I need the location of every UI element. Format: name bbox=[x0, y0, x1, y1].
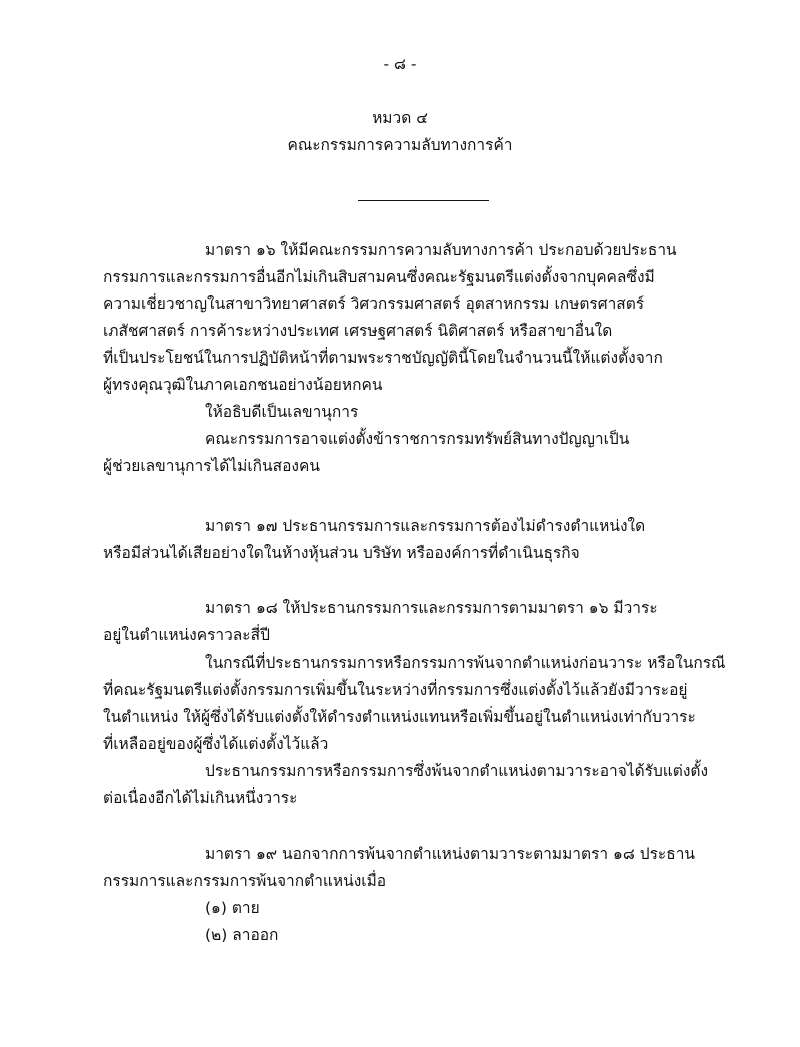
section-18-line-2: อยู่ในตำแหน่งคราวละสี่ปี bbox=[103, 626, 270, 644]
section-18-line-1: มาตรา ๑๘ ให้ประธานกรรมการและกรรมการตามมาตรา ๑๖ มีวาระ bbox=[205, 599, 658, 617]
section-16-line-6: ผู้ทรงคุณวุฒิในภาคเอกชนอย่างน้อยหกคน bbox=[103, 376, 383, 394]
section-19-item-1: (๑) ตาย bbox=[205, 899, 260, 917]
section-16-line-2: กรรมการและกรรมการอื่นอีกไม่เกินสิบสามคนซึ่งคณะรัฐมนตรีแต่งตั้งจากบุคคลซึ่งมี bbox=[103, 268, 655, 286]
section-16-line-7: ให้อธิบดีเป็นเลขานุการ bbox=[205, 403, 359, 421]
section-16-line-8: คณะกรรมการอาจแต่งตั้งข้าราชการกรมทรัพย์สินทางปัญญาเป็น bbox=[205, 430, 630, 448]
section-17-line-2: หรือมีส่วนได้เสียอย่างใดในห้างหุ้นส่วน บริษัท หรือองค์การที่ดำเนินธุรกิจ bbox=[103, 544, 580, 562]
chapter-title: คณะกรรมการความลับทางการค้า bbox=[287, 136, 513, 154]
page-number: - ๘ - bbox=[383, 55, 417, 73]
section-18-line-4: ที่คณะรัฐมนตรีแต่งตั้งกรรมการเพิ่มขึ้นในระหว่างที่กรรมการซึ่งแต่งตั้งไว้แล้วยังมีวาระอยู่ bbox=[103, 681, 688, 699]
section-16-line-9: ผู้ช่วยเลขานุการได้ไม่เกินสองคน bbox=[103, 457, 320, 475]
section-18-line-5: ในตำแหน่ง ให้ผู้ซึ่งได้รับแต่งตั้งให้ดำรงตำแหน่งแทนหรือเพิ่มขึ้นอยู่ในตำแหน่งเท่ากับวาระ bbox=[103, 708, 696, 726]
section-18-line-3: ในกรณีที่ประธานกรรมการหรือกรรมการพ้นจากตำแหน่งก่อนวาระ หรือในกรณี bbox=[205, 654, 726, 672]
section-16-line-1: มาตรา ๑๖ ให้มีคณะกรรมการความลับทางการค้า ประกอบด้วยประธาน bbox=[205, 241, 677, 259]
section-19-line-1: มาตรา ๑๙ นอกจากการพ้นจากตำแหน่งตามวาระตามมาตรา ๑๘ ประธาน bbox=[205, 845, 696, 863]
section-16-line-3: ความเชี่ยวชาญในสาขาวิทยาศาสตร์ วิศวกรรมศาสตร์ อุตสาหกรรม เกษตรศาสตร์ bbox=[103, 295, 645, 313]
section-19-line-2: กรรมการและกรรมการพ้นจากตำแหน่งเมื่อ bbox=[103, 872, 387, 890]
section-16-line-4: เภสัชศาสตร์ การค้าระหว่างประเทศ เศรษฐศาสตร์ นิติศาสตร์ หรือสาขาอื่นใด bbox=[103, 322, 613, 340]
section-16-line-5: ที่เป็นประโยชน์ในการปฏิบัติหน้าที่ตามพระราชบัญญัตินี้โดยในจำนวนนี้ให้แต่งตั้งจาก bbox=[103, 349, 663, 367]
section-17-line-1: มาตรา ๑๗ ประธานกรรมการและกรรมการต้องไม่ดำรงตำแหน่งใด bbox=[205, 517, 646, 535]
section-18-line-8: ต่อเนื่องอีกได้ไม่เกินหนึ่งวาระ bbox=[103, 789, 298, 807]
title-divider bbox=[358, 200, 489, 201]
chapter-number: หมวด ๔ bbox=[372, 109, 428, 127]
section-18-line-7: ประธานกรรมการหรือกรรมการซึ่งพ้นจากตำแหน่งตามวาระอาจได้รับแต่งตั้ง bbox=[205, 762, 709, 780]
section-19-item-2: (๒) ลาออก bbox=[205, 926, 279, 944]
section-18-line-6: ที่เหลืออยู่ของผู้ซึ่งได้แต่งตั้งไว้แล้ว bbox=[103, 735, 329, 753]
